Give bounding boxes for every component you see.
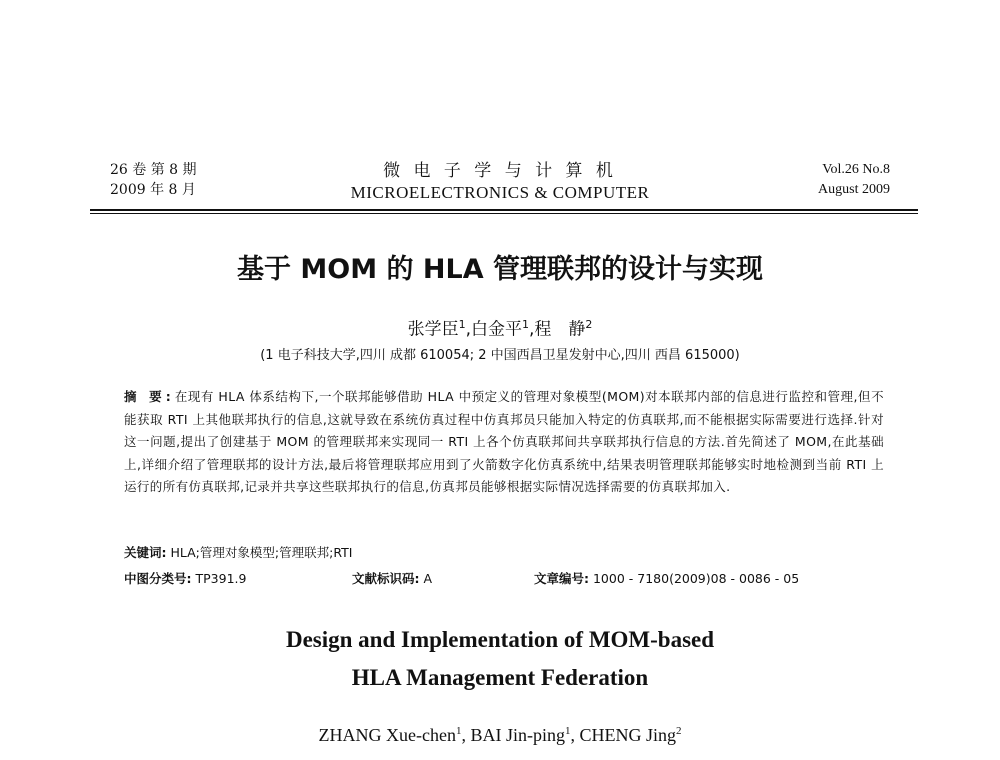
journal-name-en: MICROELECTRONICS & COMPUTER [350,183,650,202]
title-en-line1: Design and Implementation of MOM-based [285,627,715,652]
journal-name-cn: 微 电 子 学 与 计 算 机 [383,161,617,181]
affiliations: (1 电子科技大学,四川 成都 610054; 2 中国西昌卫星发射中心,四川 西昌 615000) [260,348,740,363]
author-affil-mark: 2 [585,318,593,331]
header-rule-thin [90,213,918,214]
author-name: 张学臣 [407,319,459,340]
author-name-en: CHENG Jing [579,725,676,745]
doc-code-label: 文献标识码: [352,571,420,586]
journal-header [0,160,1000,208]
clc-value: TP391.9 [195,571,247,586]
classification-line [124,569,884,589]
author-affil-mark: 1 [564,725,571,737]
authors-cn: 张学臣$^1$,白金平$^1$,程 静$^2$ [407,318,593,340]
abstract [124,386,884,499]
volume-issue-en: Vol.26 No.8 [822,162,890,177]
abstract-label: 摘 要: [124,389,175,404]
header-rule-thick [90,209,918,211]
author-affil-mark: 2 [675,725,682,737]
authors-en: ZHANG Xue-chen$^1$, BAI Jin-ping$^1$, CHENG Jing$^2$ [318,725,682,745]
date-en: August 2009 [818,182,890,197]
title-en-line2: HLA Management Federation [351,665,649,690]
author-affil-mark: 1 [455,725,462,737]
date-cn: 2009 年 8 月 [110,182,196,198]
header-left [110,160,197,200]
article-number-label: 文章编号: [534,571,589,586]
author-name: 程 静 [534,319,586,340]
doc-code-value: A [423,571,433,586]
author-name-en: ZHANG Xue-chen [318,725,456,745]
paper-title-en [0,621,1000,697]
author-affil-mark: 1 [458,318,466,331]
abstract-text: 在现有 HLA 体系结构下,一个联邦能够借助 HLA 中预定义的管理对象模型(MOM)对本联邦内部的信息进行监控和管理,但不能获取 RTI 上其他联邦执行的信息,这就导致在系统仿真过程中仿真邦员只能加入特定的仿真联邦,而不能根据实际需要进行选择.针对这一问题,提出了创建基于 MOM 的管理联邦来实现同一 RTI 上各个仿真联邦间共享联邦执行信息的方法.首先简述了 MOM,在此基础上,详细介绍了管理联邦的设计方法,最后将管理联邦应用到了火箭数字化仿真系统中,结果表明管理联邦能够实时地检测到当前 RTI 上运行的所有仿真联邦,记录并共享这些联邦执行的信息,仿真邦员能够根据实际情况选择需要的仿真联邦加入. [124,389,884,494]
keywords [124,543,884,563]
volume-issue-cn: 26 卷 第 8 期 [110,162,197,178]
author-affil-mark: 1 [522,318,529,331]
article-number-value: 1000 - 7180(2009)08 - 0086 - 05 [592,571,800,586]
author-name: 白金平 [471,319,522,340]
clc-number [124,569,246,589]
keywords-label: 关键词: [124,545,167,560]
keywords-text: HLA;管理对象模型;管理联邦;RTI [170,545,353,560]
article-number [534,569,799,589]
header-right [818,160,890,200]
clc-label: 中图分类号: [124,571,192,586]
document-code [352,569,432,589]
paper-title-cn: 基于 MOM 的 HLA 管理联邦的设计与实现 [237,254,763,285]
header-center [300,160,700,204]
author-name-en: BAI Jin-ping [470,725,565,745]
